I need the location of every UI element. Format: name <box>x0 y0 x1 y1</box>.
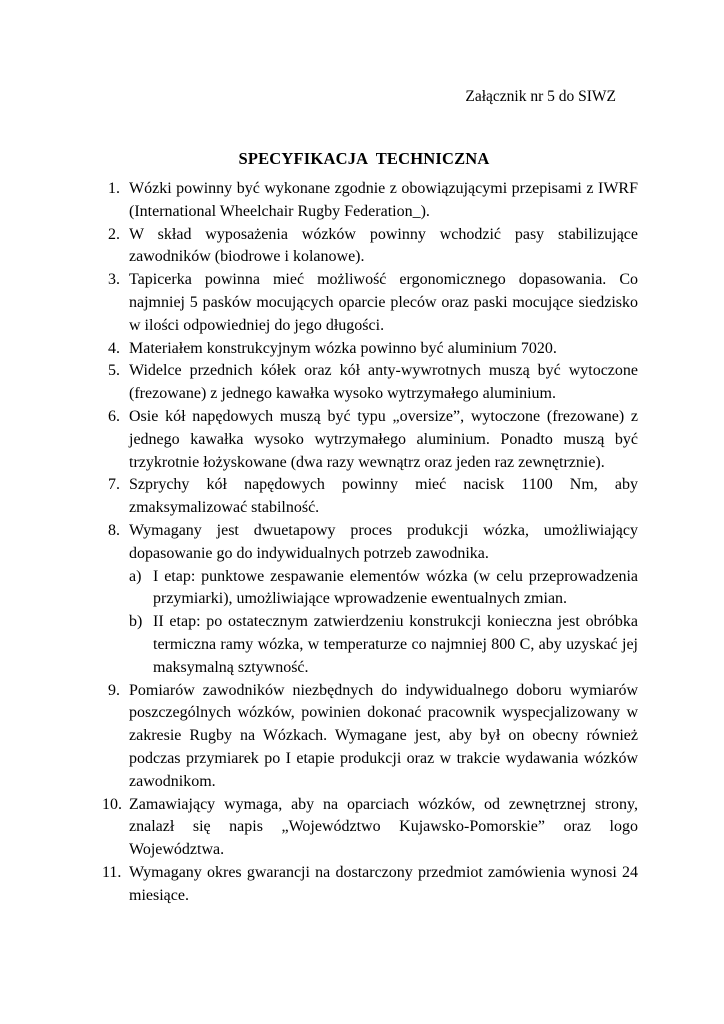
item-text: Osie kół napędowych muszą być typu „oversize”, wytoczone (frezowane) z jednego kawałka wysoko wytrzymałego aluminium. Ponadto muszą być trzykrotnie łożyskowane (dwa razy wewnątrz oraz jeden raz zewnętrznie). <box>129 407 638 471</box>
subitem-text: II etap: po ostatecznym zatwierdzeniu konstrukcji konieczna jest obróbka termiczna ramy wózka, w temperaturze co najmniej 800 C, aby uzyskać jej maksymalną sztywność. <box>153 613 638 676</box>
item-number: 8. <box>108 521 120 539</box>
specification-list <box>96 178 638 908</box>
spec-item-4 <box>96 338 638 361</box>
item-number: 5. <box>108 362 120 380</box>
item-number: 3. <box>108 271 120 289</box>
item-number: 10. <box>102 795 122 813</box>
item-number: 4. <box>108 339 120 357</box>
spec-item-7 <box>96 474 638 520</box>
item-text: Wymagany jest dwuetapowy proces produkcji wózka, umożliwiający dopasowanie go do indywidualnych potrzeb zawodnika. <box>129 521 638 562</box>
spec-item-9 <box>96 680 638 794</box>
spec-item-2 <box>96 224 638 270</box>
item-number: 2. <box>108 225 120 243</box>
spec-item-6 <box>96 406 638 474</box>
item-number: 6. <box>108 407 120 425</box>
item-number: 11. <box>102 863 122 881</box>
document-title <box>0 148 724 171</box>
item-text: Wymagany okres gwarancji na dostarczony przedmiot zamówienia wynosi 24 miesiące. <box>129 863 638 904</box>
spec-subitem-a <box>129 566 638 612</box>
spec-item-5 <box>96 360 638 406</box>
spec-item-8 <box>96 520 638 680</box>
spec-subitem-b <box>129 611 638 679</box>
item-text: Zamawiający wymaga, aby na oparciach wózków, od zewnętrznej strony, znalazł się napis „Województwo Kujawsko-Pomorskie” oraz logo Województwa. <box>129 795 638 859</box>
item-text: Pomiarów zawodników niezbędnych do indywidualnego doboru wymiarów poszczególnych wózków, powinien dokonać pracownik wyspecjalizowany w zakresie Rugby na Wózkach. Wymagane jest, aby był on obecny również podczas przymiarek po I etapie produkcji oraz w trakcie wydawania wózków zawodnikom. <box>129 681 638 790</box>
item-text: Szprychy kół napędowych powinny mieć nacisk 1100 Nm, aby zmaksymalizować stabilność. <box>129 476 638 517</box>
title-word-2: TECHNICZNA <box>375 149 490 168</box>
spec-sublist <box>129 566 638 680</box>
item-text: W skład wyposażenia wózków powinny wchodzić pasy stabilizujące zawodników (biodrowe i kolanowe). <box>129 225 638 266</box>
spec-item-3 <box>96 269 638 337</box>
spec-item-11 <box>96 862 638 908</box>
spec-item-1 <box>96 178 638 224</box>
item-number: 9. <box>108 681 120 699</box>
item-number: 7. <box>108 476 120 494</box>
item-text: Materiałem konstrukcyjnym wózka powinno być aluminium 7020. <box>129 339 557 357</box>
subitem-letter: a) <box>129 567 142 585</box>
item-text: Widelce przednich kółek oraz kół anty-wywrotnych muszą być wytoczone (frezowane) z jednego kawałka wysoko wytrzymałego aluminium. <box>129 362 638 403</box>
item-number: 1. <box>108 180 120 197</box>
item-text: Wózki powinny być wykonane zgodnie z obowiązującymi przepisami z IWRF (International Wheelchair Rugby Federation_). <box>129 180 638 220</box>
subitem-letter: b) <box>129 613 143 631</box>
title-word-1: SPECYFIKACJA <box>238 149 368 168</box>
item-text: Tapicerka powinna mieć możliwość ergonomicznego dopasowania. Co najmniej 5 pasków mocujących oparcie pleców oraz paski mocujące siedzisko w ilości odpowiedniej do jego długości. <box>129 271 638 334</box>
attachment-label: Załącznik nr 5 do SIWZ <box>465 88 616 105</box>
subitem-text: I etap: punktowe zespawanie elementów wózka (w celu przeprowadzenia przymiarki), umożliwiające wprowadzenie ewentualnych zmian. <box>153 567 638 608</box>
spec-item-10 <box>96 794 638 862</box>
